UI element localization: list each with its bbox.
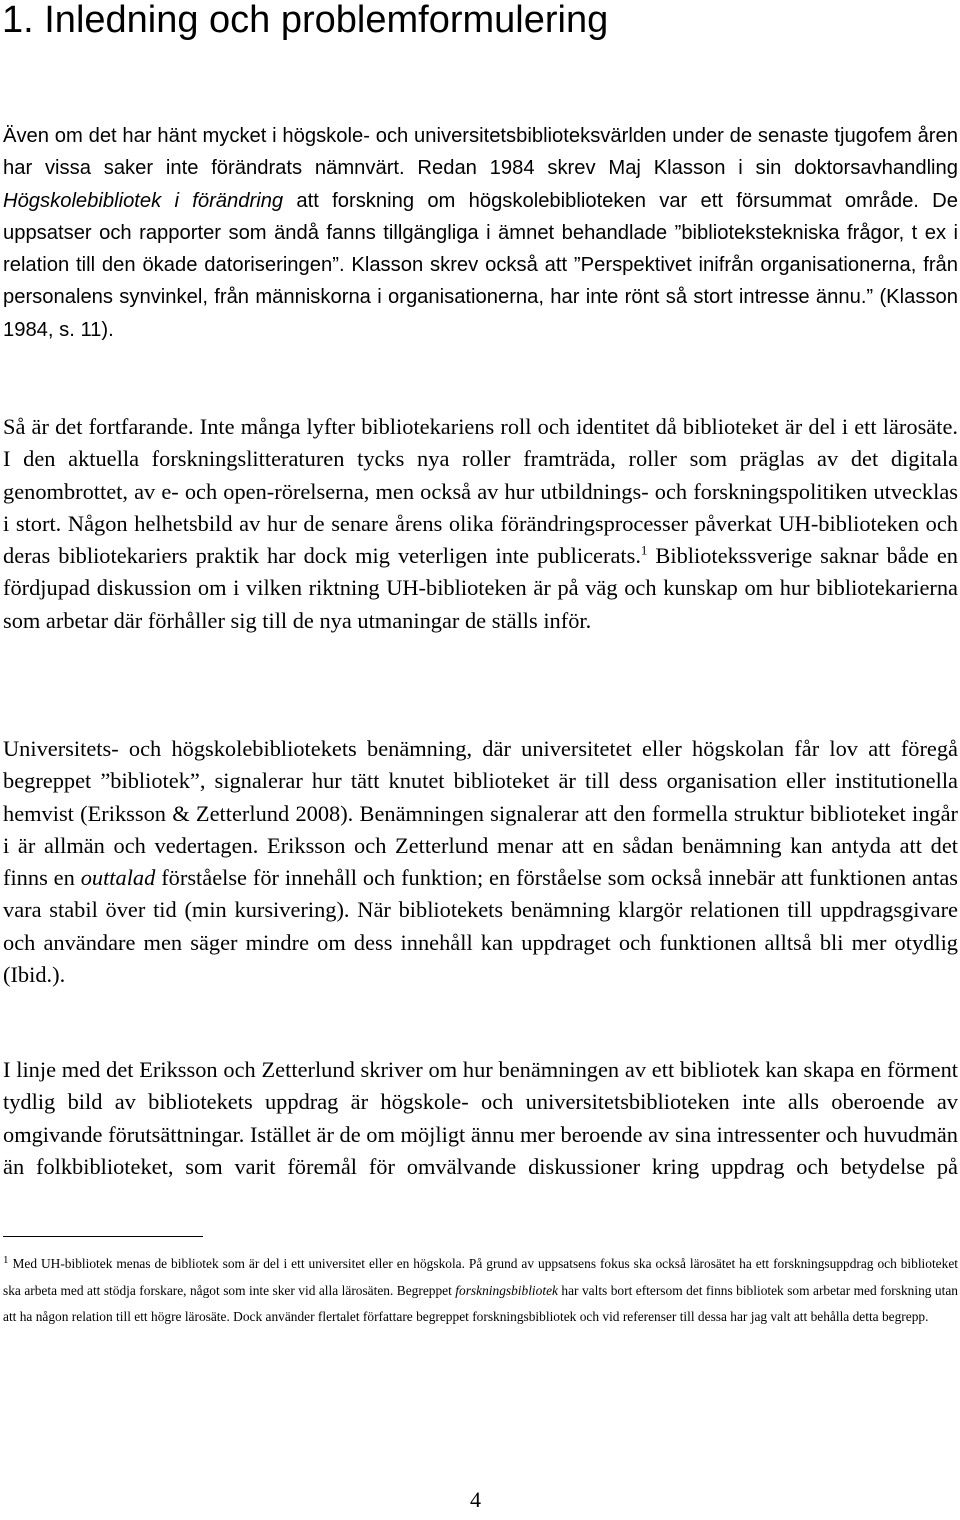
paragraph-1-text-a: Även om det har hänt mycket i högskole- och universitetsbiblioteksvärlden under de senaste tjugofem åren har vissa saker inte förändrats nämnvärt. Redan 1984 skrev Maj Klasson i sin doktorsavhandling [3,125,958,180]
paragraph-4 [3,1054,958,1183]
paragraph-2-text-b: Bibliotekssverige saknar både en fördjupad diskussion om i vilken riktning UH-biblioteken är på väg och kunskap om hur bibliotekarierna som arbetar där förhåller sig till de nya utmaningar de ställs inför. [3,543,958,633]
paragraph-2-text-a: Så är det fortfarande. Inte många lyfter bibliotekariens roll och identitet då biblioteket är del i ett lärosäte. I den aktuella forskningslitteraturen tycks nya roller framträda, roller som präglas av det digitala genombrottet, av e- och open-rörelserna, men också av hur utbildnings- och forskningspolitiken utvecklas i stort. Någon helhetsbild av hur de senare årens olika förändringsprocesser påverkat UH-biblioteken och deras bibliotekariers praktik har dock mig veterligen inte publicerats. [3,414,958,569]
page-number: 4 [470,1487,481,1512]
chapter-heading: 1. Inledning och problemformulering [2,0,609,41]
footnote-separator [3,1236,203,1237]
footnote-mark: 1 [3,1253,9,1266]
paragraph-4-text: I linje med det Eriksson och Zetterlund skriver om hur benämningen av ett bibliotek kan skapa en förment tydlig bild av bibliotekets uppdrag är högskole- och universitetsbiblioteken inte alls oberoende av omgivande förutsättningar. Istället är de om möjligt ännu mer beroende av sina intressenter och huvudmän än folkbiblioteket, som varit föremål för omvälvande diskussioner kring uppdrag och betydelse på [3,1057,958,1179]
footnote-text-b: har valts bort eftersom det finns bibliotek som arbetar med forskning utan att ha någon relation till ett högre lärosäte. Dock använder flertalet författare begreppet forskningsbibliotek och vid referenser till dessa har jag valt att behålla detta begrepp. [3,1282,958,1325]
paragraph-1 [3,120,958,346]
paragraph-2 [3,411,958,637]
paragraph-3 [3,733,958,991]
paragraph-3-text-b: förståelse för innehåll och funktion; en förståelse som också innebär att funktionen antas vara stabil över tid (min kursivering). När bibliotekets benämning klargör relationen till uppdragsgivare och användare men säger mindre om dess innehåll kan uppdraget och funktionen alltså bli mer otydlig (Ibid.). [3,865,958,988]
paragraph-1-text-b: att forskning om högskolebiblioteken var ett försummat område. De uppsatser och rapporter som ändå fanns tillgängliga i ämnet behandlade ”bibliotekstekniska frågor, t ex i relation till den ökade datoriseringen”. Klasson skrev också att ”Perspektivet inifrån organisationerna, från personalens synvinkel, från människorna i organisationerna, har inte rönt så stort intresse ännu.” (Klasson 1984, s. 11). [3,189,958,341]
paragraph-3-italic: outtalad [80,865,156,891]
footnote-italic: forskningsbibliotek [455,1282,558,1298]
footnote-text-a: Med UH-bibliotek menas de bibliotek som är del i ett universitet eller en högskola. På grund av uppsatsens fokus ska också lärosätet ha ett forskningsuppdrag och biblioteket ska arbeta med att stödja forskare, något som inte sker vid alla lärosäten. Begreppet [3,1256,958,1298]
footnote-1 [3,1251,958,1331]
footnote-reference[interactable]: 1 [640,542,648,558]
thesis-title-italic: Högskolebibliotek i förändring [3,189,284,212]
paragraph-3-text-a: Universitets- och högskolebibliotekets benämning, där universitetet eller högskolan får lov att föregå begreppet ”bibliotek”, signalerar hur tätt knutet biblioteket är till dess organisation eller institutionella hemvist (Eriksson & Zetterlund 2008). Benämningen signalerar att den formella struktur biblioteket ingår i är allmän och vedertagen. Eriksson och Zetterlund menar att en sådan benämning kan antyda att det finns en [3,736,958,891]
